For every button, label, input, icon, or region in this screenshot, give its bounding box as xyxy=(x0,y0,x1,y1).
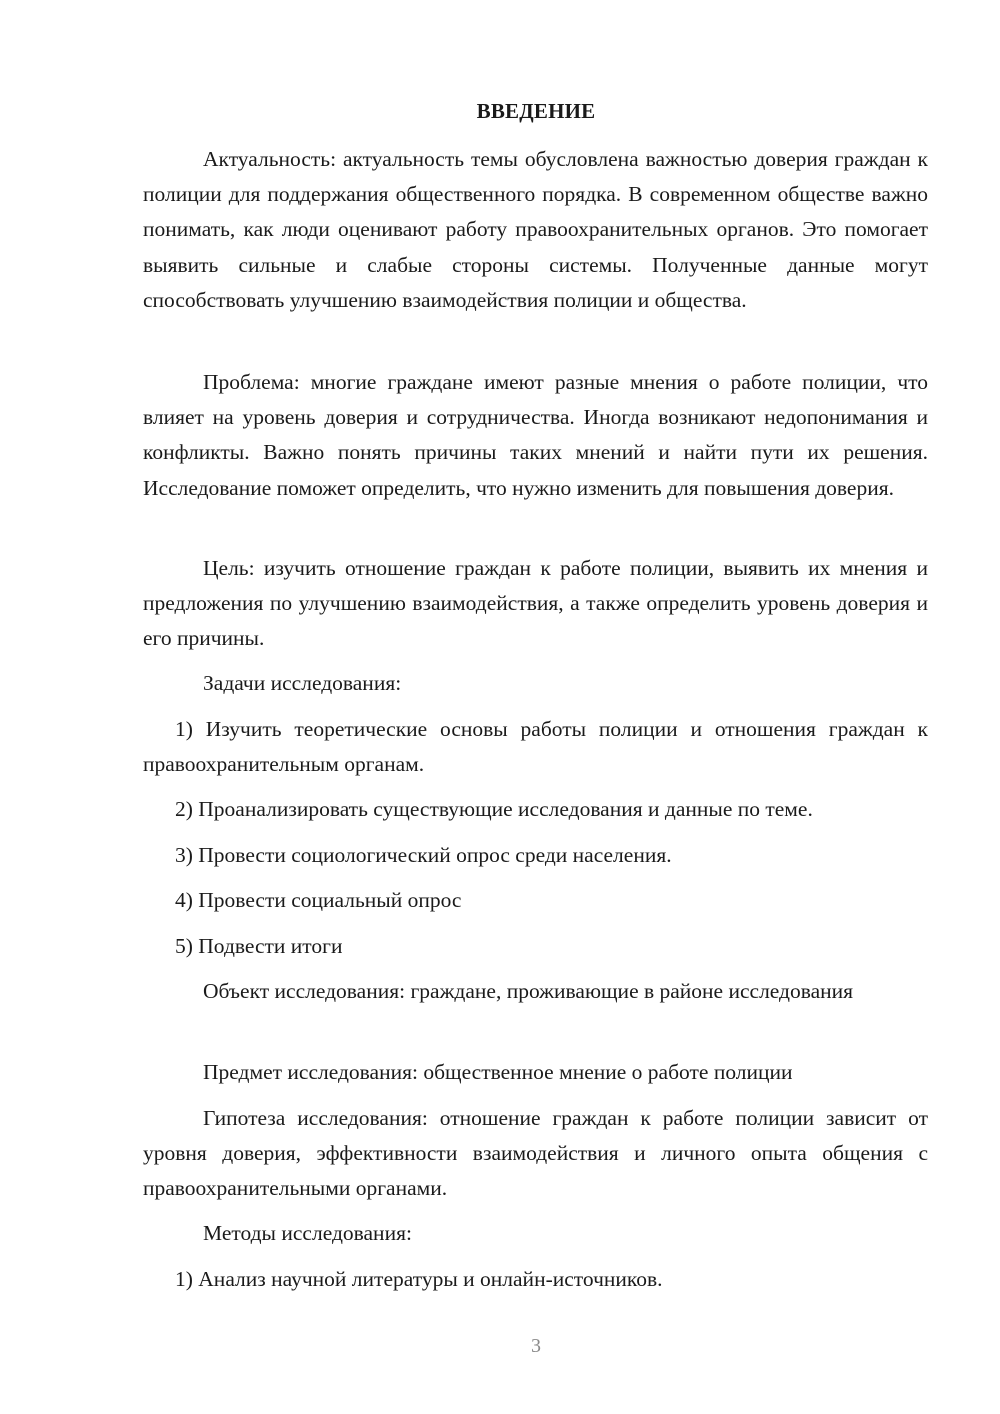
paragraph-subject: Предмет исследования: общественное мнение о работе полиции xyxy=(203,1060,793,1084)
task-item-5: 5) Подвести итоги xyxy=(175,934,343,958)
paragraph-problem: Проблема: многие граждане имеют разные мнения о работе полиции, что влияет на уровень доверия и сотрудничества. Иногда возникают недопонимания и конфликты. Важно понять причины таких мнений и найти пути их решения. Исследование поможет определить, что нужно изменить для повышения доверия. xyxy=(143,370,928,500)
task-item-1: 1) Изучить теоретические основы работы полиции и отношения граждан к правоохранительным органам. xyxy=(143,717,928,777)
task-item-4: 4) Провести социальный опрос xyxy=(175,888,462,912)
method-item-1: 1) Анализ научной литературы и онлайн-источников. xyxy=(175,1267,663,1291)
paragraph-object: Объект исследования: граждане, проживающие в районе исследования xyxy=(203,979,854,1003)
page-title: ВВЕДЕНИЕ xyxy=(476,99,596,123)
methods-heading: Методы исследования: xyxy=(203,1221,412,1245)
paragraph-relevance: Актуальность: актуальность темы обусловлена важностью доверия граждан к полиции для поддержания общественного порядка. В современном обществе важно понимать, как люди оценивают работу правоохранительных органов. Это помогает выявить сильные и слабые стороны системы. Полученные данные могут способствовать улучшению взаимодействия полиции и общества. xyxy=(143,147,928,312)
tasks-heading: Задачи исследования: xyxy=(203,671,402,695)
page-number: 3 xyxy=(531,1335,541,1357)
task-item-2: 2) Проанализировать существующие исследования и данные по теме. xyxy=(175,797,813,821)
task-item-3: 3) Провести социологический опрос среди населения. xyxy=(175,843,672,867)
paragraph-hypothesis: Гипотеза исследования: отношение граждан к работе полиции зависит от уровня доверия, эффективности взаимодействия и личного опыта общения с правоохранительными органами. xyxy=(143,1106,928,1201)
paragraph-goal: Цель: изучить отношение граждан к работе полиции, выявить их мнения и предложения по улучшению взаимодействия, а также определить уровень доверия и его причины. xyxy=(143,556,928,651)
